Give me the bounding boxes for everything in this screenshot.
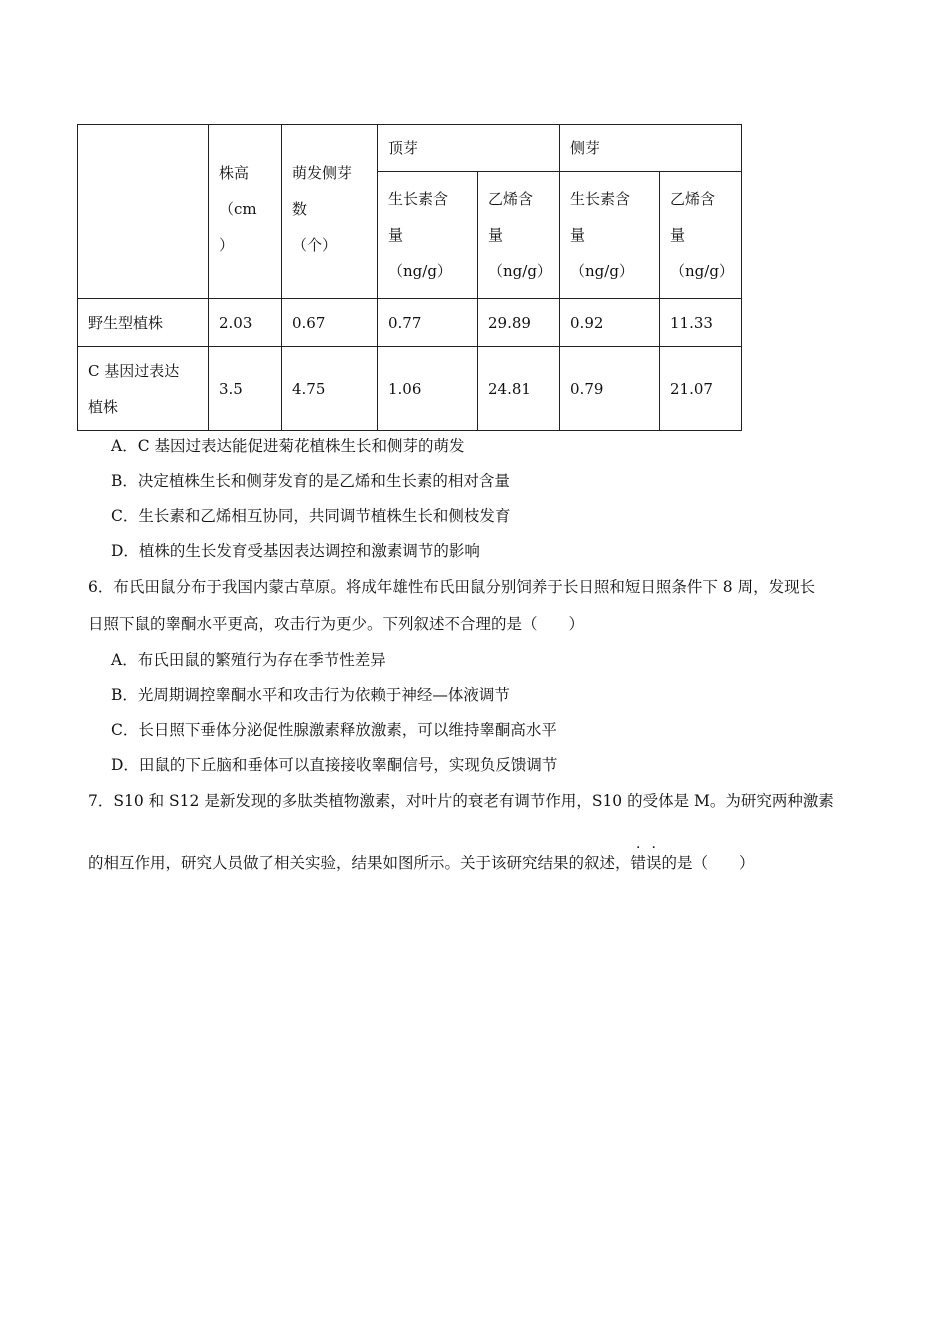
row-label: C 基因过表达 植株 (78, 347, 209, 431)
cell: 4.75 (282, 347, 378, 431)
cell: 0.79 (560, 347, 660, 431)
header-apical: 顶芽 (378, 125, 560, 172)
cell: 0.92 (560, 299, 660, 347)
header-lateral-auxin: 生长素含 量 （ng/g） (560, 172, 660, 299)
q6-option-b: B．光周期调控睾酮水平和攻击行为依赖于神经—体液调节 (111, 686, 510, 704)
q5-option-b: B．决定植株生长和侧芽发育的是乙烯和生长素的相对含量 (111, 472, 510, 490)
cell: 0.77 (378, 299, 478, 347)
cell: 21.07 (660, 347, 742, 431)
cell: 1.06 (378, 347, 478, 431)
table-row (78, 299, 742, 347)
emphasis-char: · 错 (630, 840, 647, 872)
header-lateral-ethylene: 乙烯含 量 （ng/g） (660, 172, 742, 299)
cell: 0.67 (282, 299, 378, 347)
cell: 2.03 (209, 299, 282, 347)
q5-option-d: D．植株的生长发育受基因表达调控和激素调节的影响 (111, 542, 480, 560)
q6-option-c: C．长日照下垂体分泌促性腺激素释放激素，可以维持睾酮高水平 (111, 721, 557, 739)
data-table (77, 124, 742, 431)
q6-stem-line2: 日照下鼠的睾酮水平更高，攻击行为更少。下列叙述不合理的是（ ） (88, 615, 585, 633)
q5-option-a: A．C 基因过表达能促进菊花植株生长和侧芽的萌发 (111, 437, 465, 455)
q7-stem-line2 (88, 840, 755, 873)
row-label: 野生型植株 (78, 299, 209, 347)
header-lateral: 侧芽 (560, 125, 742, 172)
emphasis-char: · 误 (646, 840, 662, 872)
cell: 29.89 (478, 299, 560, 347)
cell: 11.33 (660, 299, 742, 347)
q7-stem-line1: 7．S10 和 S12 是新发现的多肽类植物激素，对叶片的衰老有调节作用，S10 的受体是 M。为研究两种激素 (88, 792, 834, 810)
q6-stem-line1: 6．布氏田鼠分布于我国内蒙古草原。将成年雄性布氏田鼠分别饲养于长日照和短日照条件下 8 周，发现长 (88, 578, 816, 596)
q7-stem-text: 的相互作用，研究人员做了相关实验，结果如图所示。关于该研究结果的叙述， (88, 854, 631, 872)
cell: 24.81 (478, 347, 560, 431)
q7-stem-tail: 的是（ ） (661, 854, 755, 872)
header-shoots: 萌发侧芽 数 （个） (282, 125, 378, 299)
corner-cell (78, 125, 209, 299)
header-apical-ethylene: 乙烯含 量 （ng/g） (478, 172, 560, 299)
header-apical-auxin: 生长素含 量 （ng/g） (378, 172, 478, 299)
header-height: 株高 （cm ） (209, 125, 282, 299)
cell: 3.5 (209, 347, 282, 431)
q6-option-d: D．田鼠的下丘脑和垂体可以直接接收睾酮信号，实现负反馈调节 (111, 756, 558, 774)
q5-option-c: C．生长素和乙烯相互协同，共同调节植株生长和侧枝发育 (111, 507, 511, 525)
table-row (78, 347, 742, 431)
q6-option-a: A．布氏田鼠的繁殖行为存在季节性差异 (111, 651, 386, 669)
